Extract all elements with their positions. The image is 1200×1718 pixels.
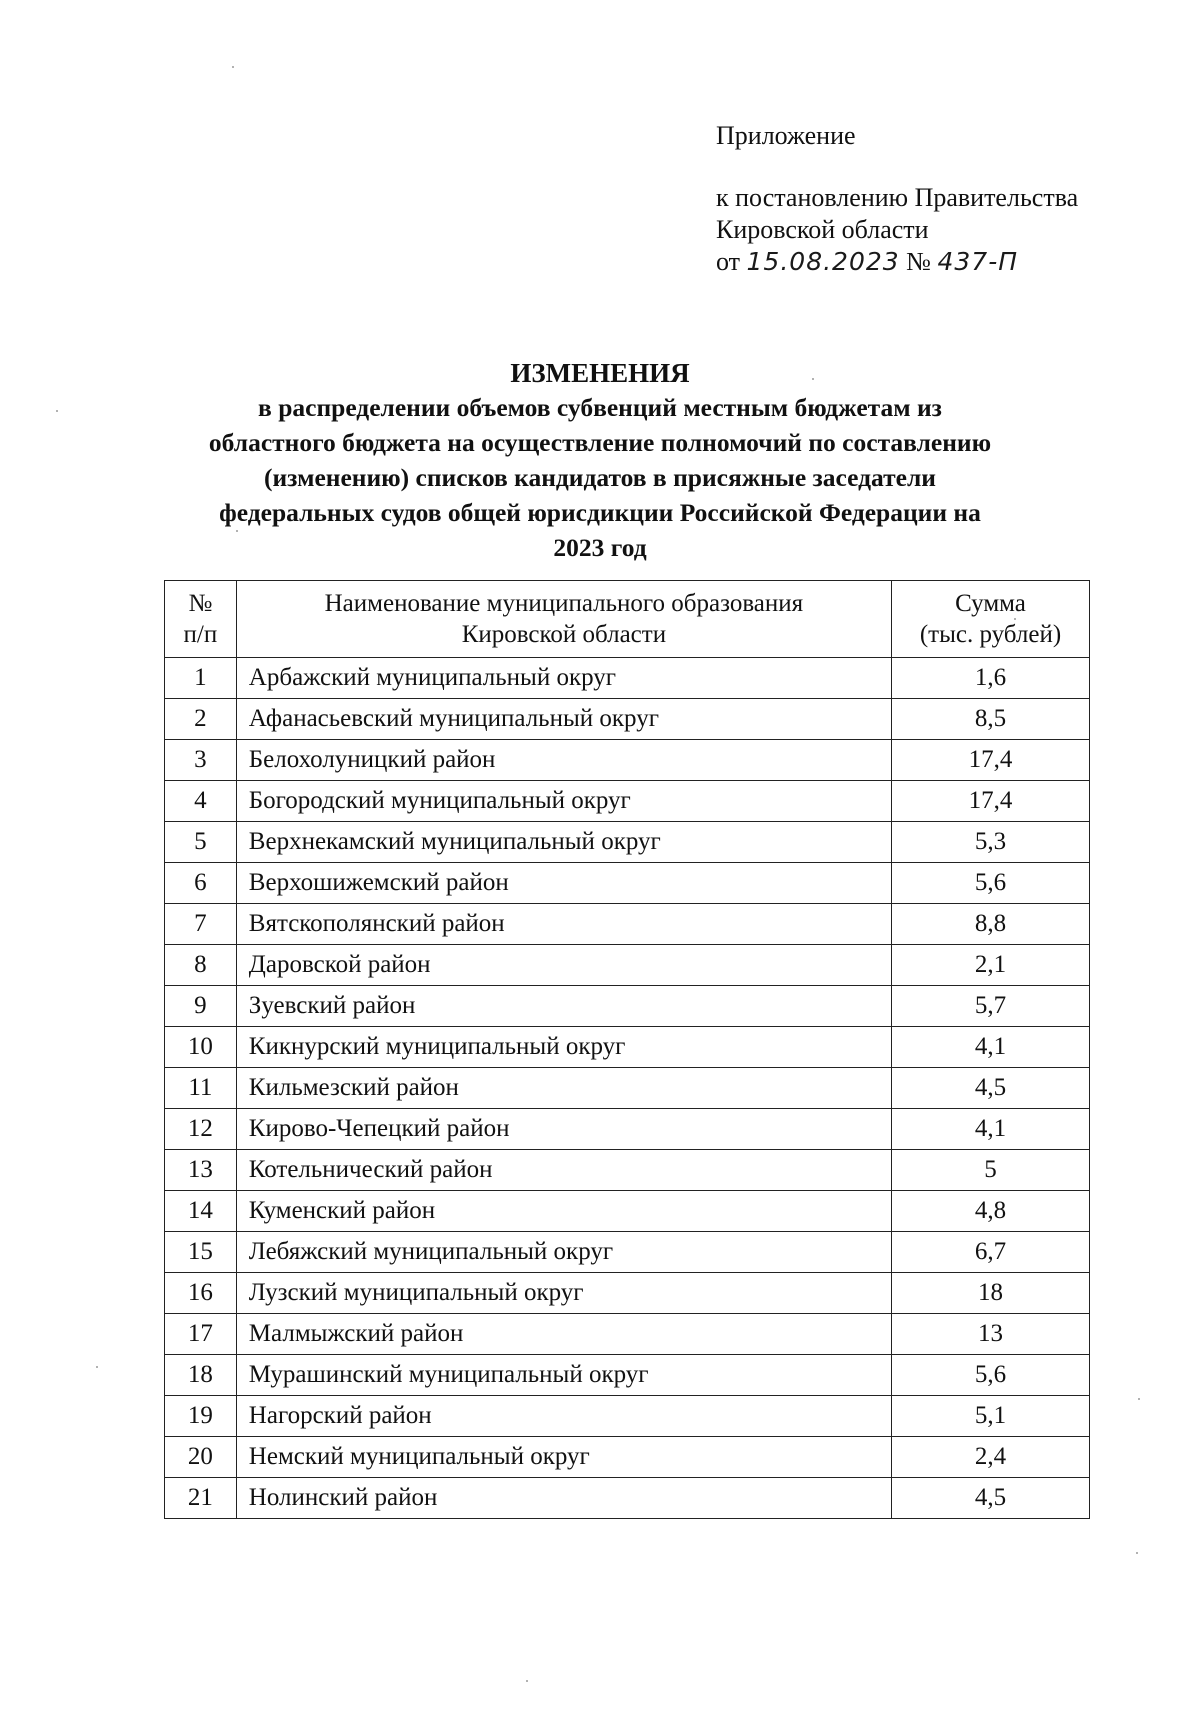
- table-row: [165, 1068, 1090, 1109]
- table-row: [165, 1355, 1090, 1396]
- scan-speck: [232, 66, 234, 68]
- municipality-name: Вятскополянский район: [236, 904, 891, 945]
- municipality-name: Лебяжский муниципальный округ: [236, 1232, 891, 1273]
- subvention-table: [164, 580, 1090, 1519]
- scan-speck: [56, 410, 58, 412]
- amount: 4,1: [892, 1027, 1090, 1068]
- municipality-name: Богородский муниципальный округ: [236, 781, 891, 822]
- row-number: 19: [165, 1396, 237, 1437]
- row-number: 17: [165, 1314, 237, 1355]
- header-municipality: [236, 581, 891, 658]
- municipality-name: Куменский район: [236, 1191, 891, 1232]
- table-row: [165, 1109, 1090, 1150]
- municipality-name: Даровской район: [236, 945, 891, 986]
- reference-line-2: Кировской области: [716, 215, 929, 244]
- table-row: [165, 1273, 1090, 1314]
- subtitle-line: областного бюджета на осуществление полномочий по составлению: [208, 428, 992, 457]
- amount: 2,4: [892, 1437, 1090, 1478]
- municipality-name: Лузский муниципальный округ: [236, 1273, 891, 1314]
- row-number: 15: [165, 1232, 237, 1273]
- table-row: [165, 863, 1090, 904]
- table-row: [165, 1396, 1090, 1437]
- row-number: 8: [165, 945, 237, 986]
- header-amount-line-1: Сумма: [955, 590, 1026, 617]
- municipality-name: Котельнический район: [236, 1150, 891, 1191]
- scan-speck: [1138, 1398, 1140, 1400]
- date-prefix: от: [716, 247, 741, 276]
- row-number: 12: [165, 1109, 237, 1150]
- table-row: [165, 658, 1090, 699]
- scan-speck: [1136, 1552, 1138, 1554]
- municipality-name: Мурашинский муниципальный округ: [236, 1355, 891, 1396]
- row-number: 13: [165, 1150, 237, 1191]
- row-number: 7: [165, 904, 237, 945]
- header-municipality-line-2: Кировской области: [461, 621, 667, 648]
- row-number: 21: [165, 1478, 237, 1519]
- reference-date-number-line: [716, 246, 1078, 278]
- row-number: 6: [165, 863, 237, 904]
- row-number: 10: [165, 1027, 237, 1068]
- municipality-name: Белохолуницкий район: [236, 740, 891, 781]
- municipality-name: Зуевский район: [236, 986, 891, 1027]
- table-row: [165, 781, 1090, 822]
- municipality-name: Немский муниципальный округ: [236, 1437, 891, 1478]
- table-row: [165, 822, 1090, 863]
- row-number: 11: [165, 1068, 237, 1109]
- header-number-line-1: №: [188, 590, 213, 617]
- resolution-reference: [716, 182, 1078, 278]
- appendix-block: [716, 120, 1078, 278]
- municipality-name: Нагорский район: [236, 1396, 891, 1437]
- subtitle-line: федеральных судов общей юрисдикции Российской Федерации на: [219, 498, 981, 527]
- amount: 4,1: [892, 1109, 1090, 1150]
- municipality-name: Кикнурский муниципальный округ: [236, 1027, 891, 1068]
- row-number: 9: [165, 986, 237, 1027]
- amount: 5,3: [892, 822, 1090, 863]
- amount: 5,7: [892, 986, 1090, 1027]
- subtitle-line: 2023 год: [553, 533, 647, 562]
- table-row: [165, 699, 1090, 740]
- subtitle-line: в распределении объемов субвенций местным бюджетам из: [258, 393, 942, 422]
- handwritten-date: 15.08.2023: [746, 247, 900, 276]
- municipality-name: Кирово-Чепецкий район: [236, 1109, 891, 1150]
- amount: 18: [892, 1273, 1090, 1314]
- row-number: 4: [165, 781, 237, 822]
- table-row: [165, 1191, 1090, 1232]
- table-row: [165, 1027, 1090, 1068]
- header-number-line-2: п/п: [183, 621, 218, 648]
- amount: 5: [892, 1150, 1090, 1191]
- handwritten-number: 437-П: [937, 247, 1019, 276]
- document-title: ИЗМЕНЕНИЯ: [510, 358, 690, 388]
- row-number: 1: [165, 658, 237, 699]
- row-number: 5: [165, 822, 237, 863]
- amount: 1,6: [892, 658, 1090, 699]
- subtitle-line: (изменению) списков кандидатов в присяжные заседатели: [264, 463, 936, 492]
- amount: 5,6: [892, 863, 1090, 904]
- scan-speck: [526, 1680, 528, 1682]
- row-number: 18: [165, 1355, 237, 1396]
- scan-speck: [96, 1366, 98, 1368]
- row-number: 3: [165, 740, 237, 781]
- table-row: [165, 1314, 1090, 1355]
- row-number: 20: [165, 1437, 237, 1478]
- document-heading: [150, 356, 1050, 565]
- amount: 4,5: [892, 1478, 1090, 1519]
- header-number: [165, 581, 237, 658]
- reference-line-1: к постановлению Правительства: [716, 183, 1079, 212]
- row-number: 2: [165, 699, 237, 740]
- municipality-name: Верхошижемский район: [236, 863, 891, 904]
- amount: 8,5: [892, 699, 1090, 740]
- table-row: [165, 1478, 1090, 1519]
- row-number: 16: [165, 1273, 237, 1314]
- municipality-name: Афанасьевский муниципальный округ: [236, 699, 891, 740]
- amount: 5,1: [892, 1396, 1090, 1437]
- municipality-name: Верхнекамский муниципальный округ: [236, 822, 891, 863]
- row-number: 14: [165, 1191, 237, 1232]
- amount: 6,7: [892, 1232, 1090, 1273]
- amount: 4,5: [892, 1068, 1090, 1109]
- municipality-name: Малмыжский район: [236, 1314, 891, 1355]
- header-amount-line-2: (тыс. рублей): [919, 621, 1062, 648]
- number-sign: №: [906, 247, 931, 276]
- amount: 17,4: [892, 781, 1090, 822]
- table-row: [165, 986, 1090, 1027]
- municipality-name: Нолинский район: [236, 1478, 891, 1519]
- municipality-name: Арбажский муниципальный округ: [236, 658, 891, 699]
- table-row: [165, 1232, 1090, 1273]
- header-amount: [892, 581, 1090, 658]
- table-row: [165, 1150, 1090, 1191]
- amount: 2,1: [892, 945, 1090, 986]
- header-municipality-line-1: Наименование муниципального образования: [324, 590, 804, 617]
- table-row: [165, 1437, 1090, 1478]
- amount: 4,8: [892, 1191, 1090, 1232]
- amount: 5,6: [892, 1355, 1090, 1396]
- amount: 8,8: [892, 904, 1090, 945]
- table-row: [165, 740, 1090, 781]
- table-row: [165, 945, 1090, 986]
- table-header-row: [165, 581, 1090, 658]
- amount: 17,4: [892, 740, 1090, 781]
- amount: 13: [892, 1314, 1090, 1355]
- municipality-name: Кильмезский район: [236, 1068, 891, 1109]
- table-row: [165, 904, 1090, 945]
- appendix-title: Приложение: [716, 121, 856, 150]
